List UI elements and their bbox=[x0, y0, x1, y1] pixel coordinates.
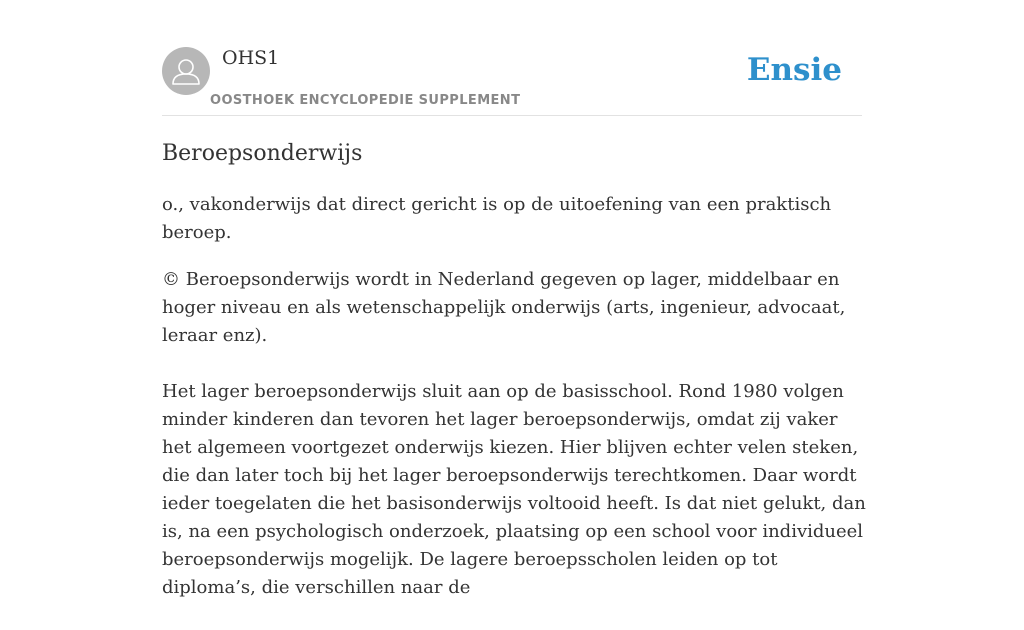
article-title: Beroepsonderwijs bbox=[162, 141, 363, 166]
article-body bbox=[162, 266, 872, 602]
article-content bbox=[162, 138, 872, 630]
author-avatar[interactable] bbox=[162, 47, 210, 95]
author-name[interactable]: OHS1 bbox=[222, 47, 280, 69]
ensie-logo[interactable]: Ensie bbox=[746, 52, 842, 88]
article-paragraph: © Beroepsonderwijs wordt in Nederland gegeven op lager, middelbaar en hoger niveau en als wetenschappelijk onderwijs (arts, ingenieur, advocaat, leraar enz). bbox=[162, 269, 846, 346]
article-paragraph: Het lager beroepsonderwijs sluit aan op de basisschool. Rond 1980 volgen minder kinderen dan tevoren het lager beroepsonderwijs, omdat zij vaker het algemeen voortgezet onderwijs kiezen. Hier blijven echter velen steken, die dan later toch bij het lager beroepsonderwijs terechtkomen. Daar wordt ieder toegelaten die het basisonderwijs voltooid heeft. Is dat niet gelukt, dan is, na een psychologisch onderzoek, plaatsing op een school voor individueel beroepsonderwijs mogelijk. De lagere beroepsscholen leiden op tot diploma’s, die verschillen naar de bbox=[162, 381, 866, 598]
source-label: OOSTHOEK ENCYCLOPEDIE SUPPLEMENT bbox=[210, 93, 521, 108]
user-silhouette-icon bbox=[162, 47, 210, 95]
article-header bbox=[162, 0, 862, 116]
article-lead: o., vakonderwijs dat direct gericht is op de uitoefening van een praktisch beroep. bbox=[162, 194, 832, 243]
